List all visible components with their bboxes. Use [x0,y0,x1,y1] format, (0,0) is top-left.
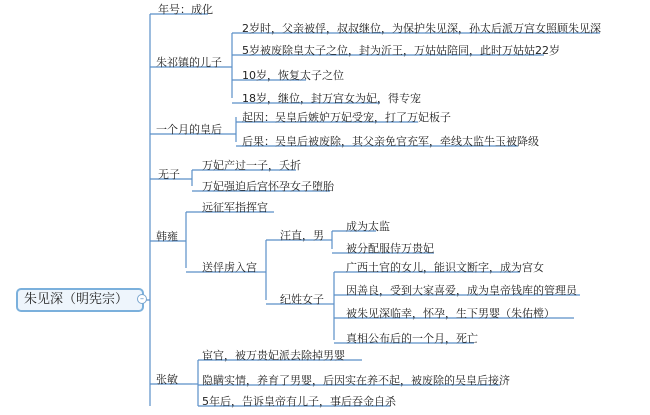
hanyong-captives[interactable]: 送俘虏入宫 [202,261,257,274]
node-nianhao[interactable]: 年号：成化 [158,3,213,16]
queen-item-cause[interactable]: 起因：吴皇后嫉妒万妃受宠，打了万妃板子 [242,111,451,124]
son-item-3[interactable]: 10岁，恢复太子之位 [242,69,344,82]
queen-item-result[interactable]: 后果：吴皇后被废除，其父亲免官充军，牵线太监牛玉被降级 [242,135,539,148]
ji-item-1[interactable]: 广西土官的女儿，能识文断字，成为宫女 [346,261,544,274]
zhangmin-item-3[interactable]: 5年后，告诉皇帝有儿子，事后吞金自杀 [202,395,396,408]
collapse-toggle-icon[interactable]: – [137,294,147,304]
node-queen[interactable]: 一个月的皇后 [156,123,222,136]
ji-item-4[interactable]: 真相公布后的一个月，死亡 [346,332,478,345]
noson-item-2[interactable]: 万妃强迫后宫怀孕女子堕胎 [202,180,334,193]
ji-item-3[interactable]: 被朱见深临幸，怀孕，生下男婴（朱佑樘） [346,307,555,320]
node-wangzhi[interactable]: 汪直，男 [280,229,324,242]
son-item-4[interactable]: 18岁，继位，封万宫女为妃，得专宠 [242,92,421,105]
wang-item-1[interactable]: 成为太监 [346,220,390,233]
son-item-1[interactable]: 2岁时，父亲被俘，叔叔继位，为保护朱见深，孙太后派万宫女照顾朱见深 [242,22,601,35]
node-zhangmin[interactable]: 张敏 [156,373,178,386]
zhangmin-item-1[interactable]: 宦官，被万贵妃派去除掉男婴 [202,349,345,362]
node-hanyong[interactable]: 韩雍 [156,230,178,243]
node-noson[interactable]: 无子 [158,168,180,181]
noson-item-1[interactable]: 万妃产过一子，夭折 [202,159,301,172]
root-node-label: 朱见深（明宪宗） [24,292,129,307]
son-item-2[interactable]: 5岁被废除皇太子之位，封为沂王，万姑姑陪同，此时万姑姑22岁 [242,44,560,57]
zhangmin-item-2[interactable]: 隐瞒实情，养育了男婴，后因实在养不起，被废除的吴皇后接济 [202,374,510,387]
ji-item-2[interactable]: 因善良，受到大家喜爱，成为皇帝钱库的管理员 [346,284,577,297]
wang-item-2[interactable]: 被分配服侍万贵妃 [346,242,434,255]
node-son[interactable]: 朱祁镇的儿子 [156,56,222,69]
node-ji[interactable]: 纪姓女子 [280,293,324,306]
hanyong-expedition[interactable]: 远征军指挥官 [202,201,268,214]
